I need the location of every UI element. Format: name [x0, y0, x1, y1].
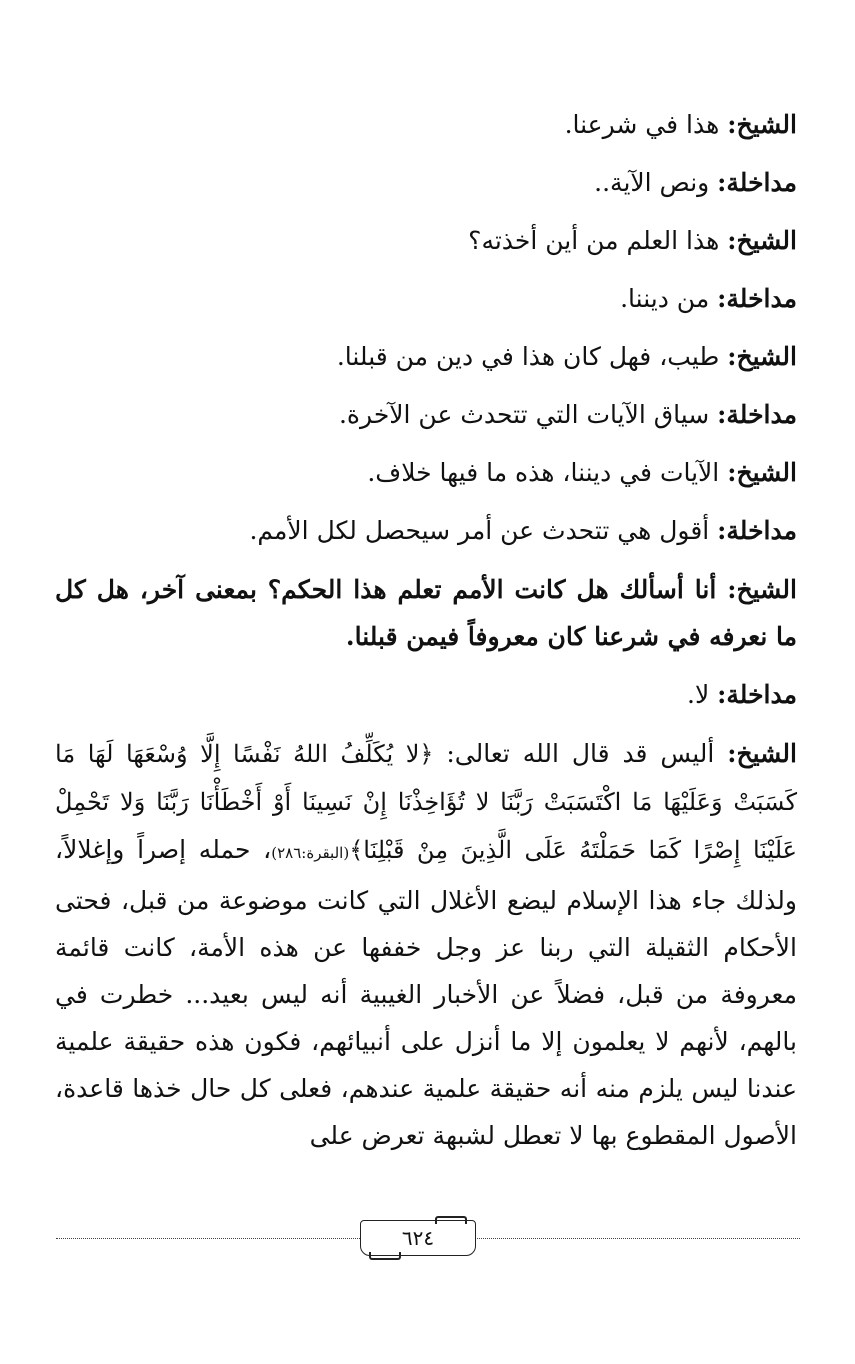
answer-line [55, 666, 797, 724]
dialogue-text: طيب، فهل كان هذا في دين من قبلنا. [336, 342, 728, 371]
question-paragraph [55, 566, 797, 660]
final-intro: أليس قد قال الله تعالى: [433, 739, 728, 768]
dialogue-line [55, 386, 797, 444]
dialogue-line [55, 328, 797, 386]
speaker-label: مداخلة: [717, 680, 797, 709]
dialogue-text: هذا العلم من أين أخذته؟ [468, 226, 728, 255]
speaker-label: الشيخ: [727, 739, 797, 768]
final-text: ، حمله إصراً وإغلالاً، ولذلك جاء هذا الإسلام ليضع الأغلال التي كانت موضوعة من قبل، فحتى الأحكام الثقيلة التي ربنا عز وجل خففها عن هذه الأمة، كانت قائمة معروفة من قبل، فضلاً عن الأخبار الغيبية أنه ليس بعيد... خطرت في بالهم، لأنهم لا يعلمون إلا ما أنزل على أنبيائهم، فكون هذه حقيقة علمية عندنا ليس يلزم منه أنه حقيقة علمية عندهم، فعلى كل حال خذها قاعدة، الأصول المقطوع بها لا تعطل لشبهة تعرض على [55, 835, 797, 1150]
answer-text: لا. [687, 680, 718, 709]
dialogue-text: أقول هي تتحدث عن أمر سيحصل لكل الأمم. [249, 516, 718, 545]
speaker-label: مداخلة: [717, 168, 797, 197]
dialogue-line [55, 212, 797, 270]
speaker-label: الشيخ: [727, 110, 797, 139]
dialogue-line [55, 444, 797, 502]
final-paragraph [55, 730, 797, 1159]
speaker-label: الشيخ: [727, 226, 797, 255]
dialogue-text: الآيات في ديننا، هذه ما فيها خلاف. [367, 458, 728, 487]
speaker-label: مداخلة: [717, 284, 797, 313]
speaker-label: الشيخ: [727, 458, 797, 487]
dialogue-line [55, 270, 797, 328]
page-body [55, 96, 797, 1165]
dialogue-line [55, 96, 797, 154]
speaker-label: الشيخ: [727, 575, 797, 604]
speaker-label: مداخلة: [717, 516, 797, 545]
verse-reference: (البقرة:٢٨٦) [271, 844, 350, 862]
dialogue-text: سياق الآيات التي تتحدث عن الآخرة. [338, 400, 718, 429]
question-text: أنا أسألك هل كانت الأمم تعلم هذا الحكم؟ بمعنى آخر، هل كل ما نعرفه في شرعنا كان معروفاً فيمن قبلنا. [55, 575, 797, 651]
speaker-label: مداخلة: [717, 400, 797, 429]
dialogue-line [55, 154, 797, 212]
dialogue-text: هذا في شرعنا. [564, 110, 728, 139]
speaker-label: الشيخ: [727, 342, 797, 371]
dialogue-text: من ديننا. [620, 284, 718, 313]
dialogue-line [55, 502, 797, 560]
page-number: ٦٢٤ [360, 1220, 476, 1256]
quran-verse: ﴿لا يُكَلِّفُ اللهُ نَفْسًا إِلَّا وُسْعَهَا لَهَا مَا كَسَبَتْ وَعَلَيْهَا مَا اكْتَسَبَتْ رَبَّنَا لا تُؤَاخِذْنَا إِنْ نَسِينَا أَوْ أَخْطَأْنَا رَبَّنَا وَلا تَحْمِلْ عَلَيْنَا إِصْرًا كَمَا حَمَلْتَهُ عَلَى الَّذِينَ مِنْ قَبْلِنَا﴾ [55, 740, 798, 864]
dialogue-text: ونص الآية.. [594, 168, 718, 197]
page-footer [56, 1220, 800, 1260]
